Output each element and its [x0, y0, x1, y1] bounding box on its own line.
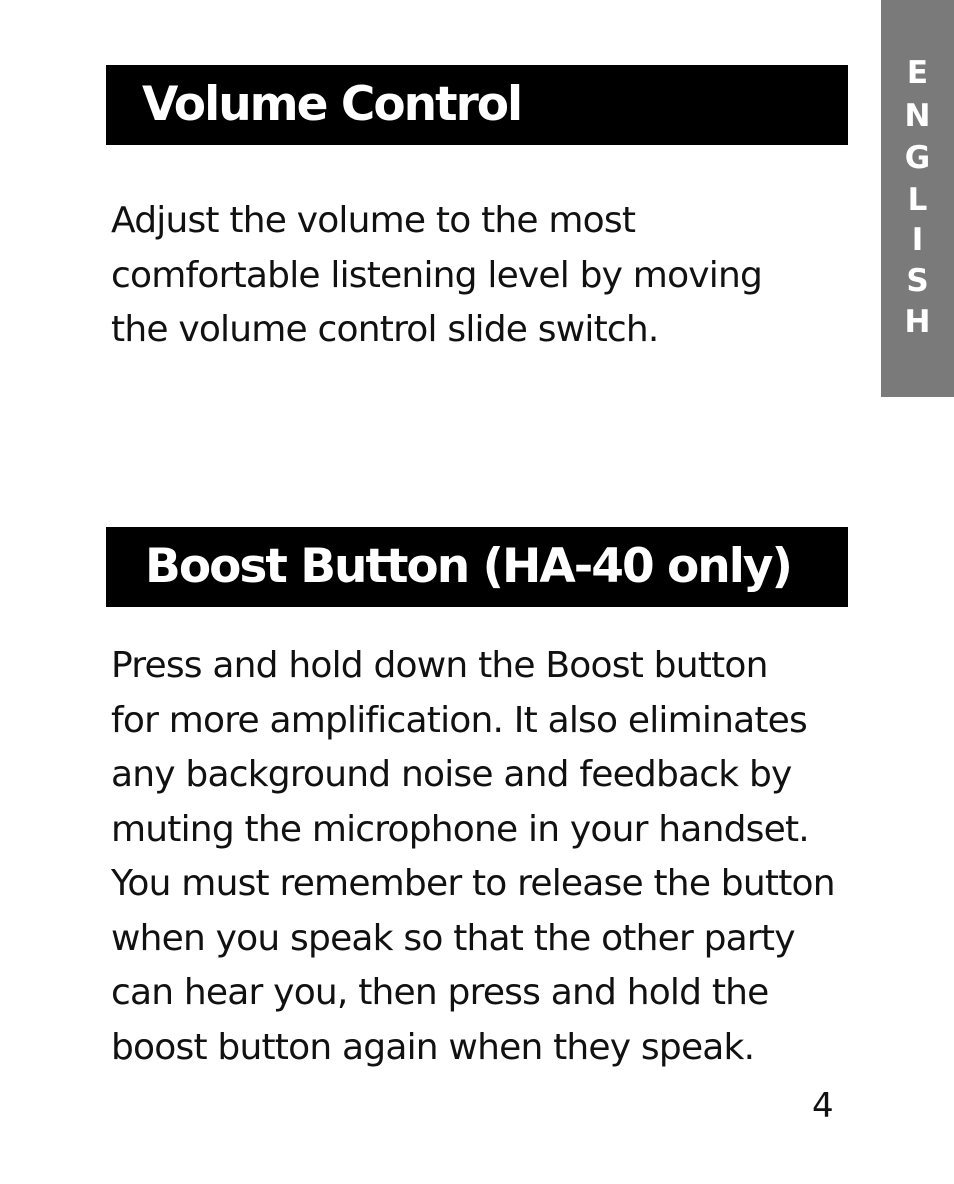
- body-line: Press and hold down the Boost button: [111, 645, 768, 686]
- language-tab-letter: I: [911, 222, 924, 258]
- section-body: [111, 194, 762, 358]
- body-line: Adjust the volume to the most: [111, 200, 636, 241]
- body-line: can hear you, then press and hold the: [111, 972, 769, 1013]
- section-heading: Volume Control: [142, 77, 522, 132]
- body-line: for more amplification. It also eliminates: [111, 699, 807, 741]
- section-heading: Boost Button (HA-40 only): [145, 539, 791, 594]
- language-tab-letter: H: [904, 304, 931, 340]
- body-line: any background noise and feedback by: [111, 754, 792, 795]
- page-number: 4: [812, 1086, 834, 1126]
- body-line: when you speak so that the other party: [111, 917, 795, 959]
- body-line: the volume control slide switch.: [111, 309, 659, 350]
- language-tab-english: [881, 0, 954, 397]
- language-tab-letter: L: [907, 182, 928, 218]
- body-line: comfortable listening level by moving: [111, 254, 763, 296]
- section-heading-bar: [106, 65, 848, 145]
- body-line: muting the microphone in your handset.: [111, 808, 809, 850]
- language-tab-letter: G: [904, 140, 931, 176]
- section-body: [111, 639, 835, 1075]
- section-heading-bar: [106, 527, 848, 607]
- body-line: boost button again when they speak.: [111, 1026, 755, 1068]
- body-line: You must remember to release the button: [111, 863, 835, 904]
- language-tab-letter: N: [904, 98, 931, 134]
- language-tab-letter: S: [906, 263, 929, 299]
- language-tab-letter: E: [906, 55, 929, 91]
